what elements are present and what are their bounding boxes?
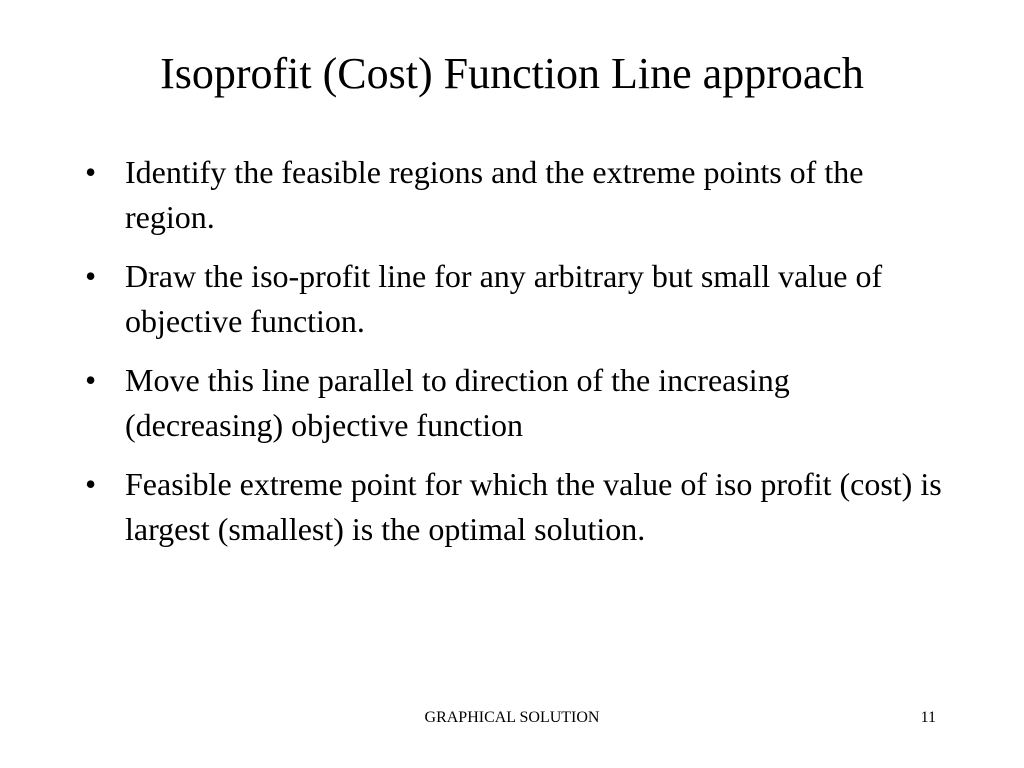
bullet-list — [85, 150, 945, 566]
slide-title: Isoprofit (Cost) Function Line approach — [160, 49, 864, 98]
bullet-item — [85, 358, 945, 448]
bullet-text: Feasible extreme point for which the value of iso profit (cost) is largest (smallest) is the optimal solution. — [125, 466, 942, 547]
bullet-icon: • — [85, 258, 97, 294]
bullet-item — [85, 462, 945, 552]
bullet-icon: • — [85, 154, 97, 190]
bullet-icon: • — [85, 362, 97, 398]
bullet-icon: • — [85, 466, 97, 502]
bullet-text: Identify the feasible regions and the extreme points of the region. — [125, 154, 864, 235]
footer-label: GRAPHICAL SOLUTION — [424, 709, 600, 726]
bullet-item — [85, 150, 945, 240]
bullet-item — [85, 254, 945, 344]
bullet-text: Draw the iso-profit line for any arbitrary but small value of objective function. — [125, 258, 883, 339]
page-number: 11 — [920, 709, 936, 726]
bullet-text: Move this line parallel to direction of the increasing (decreasing) objective function — [125, 362, 790, 443]
